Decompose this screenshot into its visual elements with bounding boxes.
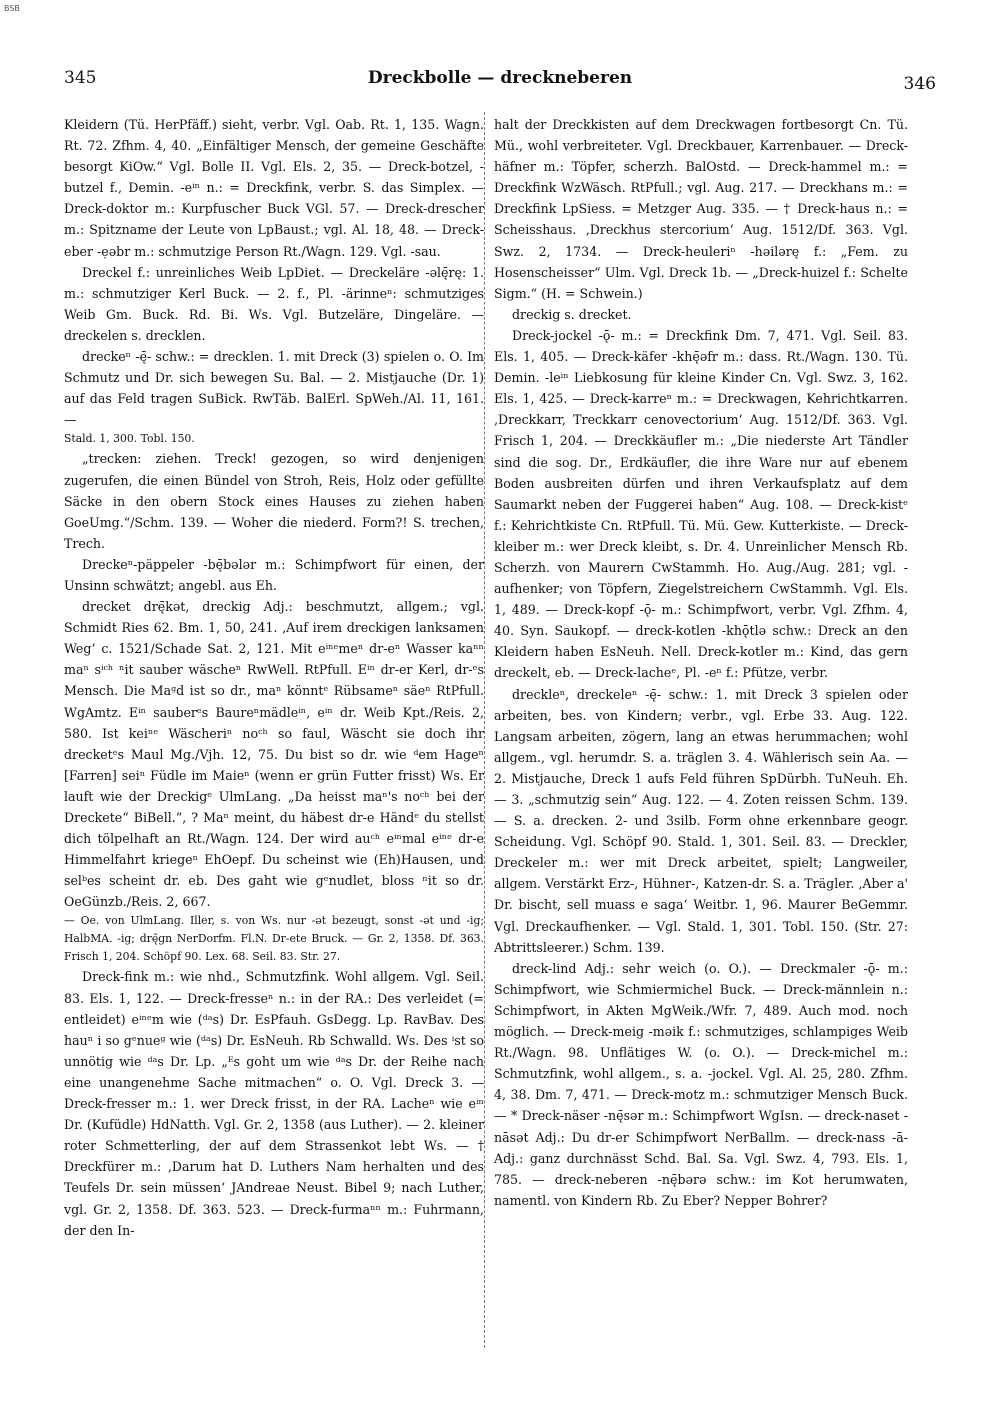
dictionary-entry: drecket drę̄kət, dreckig Adj.: beschmutzt, allgem.; vgl. Schmidt Ries 62. Bm. 1, 50, 241. ‚Auf irem dreckigen lanksamen Weg‘ c. 1521/Schade Sat. 2, 121. Mit eⁱⁿᵉmeⁿ dr-eⁿ Wasser kaⁿⁿ maⁿ sⁱᶜʰ ⁿit sauber wäscheⁿ RwWell. RtPfull. Eⁱⁿ dr-er Kerl, dr-ᵉs Mensch. Die Maᵍd ist so dr., maⁿ könntᵉ Rübsameⁿ säeⁿ RtPfull. WgAmtz. Eⁱⁿ sauberᵉs Baureⁿmädleⁱⁿ, eⁱⁿ dr. Weib Kpt./Reis. 2, 580. Ist keiⁿᵉ Wäscheriⁿ noᶜʰ so faul, Wäscht sie doch ihr drecketᵉs Maul Mg./Vjh. 12, 75. Du bist so dr. wie ᵈem Hageⁿ [Farren] seiⁿ Füdle im Maieⁿ (wenn er grün Futter frisst) Ws. Er lauft wie der Dreckigᵉ UlmLang. „Da heisst maⁿ's noᶜʰ bei der Dreckete“ BiBell.“, ? Maⁿ meint, du häbest dr-e Händᵉ du stellst dich tölpelhaft an Rt./Wagn. 124. Der wird auᶜʰ eⁱⁿmal eⁱⁿᵉ dr-e Himmelfahrt kriegeⁿ EhOepf. Du scheinst wie (Eh)Hausen, und selᵇes scheint dr. eb. Des gaht wie gᵉnudlet, bloss ⁿit so dr. OeGünzb./Reis. 2, 667. xyxy=(64,599,484,910)
dictionary-entry: Dreckel f.: unreinliches Weib LpDiet. — Dreckeläre -əlę̄rę: 1. m.: schmutziger Kerl Buck. — 2. f., Pl. -ärinneⁿ: schmutziges Weib Gm. Buck. Rd. Bi. Ws. Vgl. Butzeläre, Dingeläre. — dreckelen s. drecklen. xyxy=(64,264,484,343)
reference-note: Stald. 1, 300. Tobl. 150. xyxy=(64,432,195,446)
dictionary-entry: Dreck-fink m.: wie nhd., Schmutzfink. Wohl allgem. Vgl. Seil. 83. Els. 1, 122. — Dreck-fresseⁿ n.: in der RA.: Des verleidet (= entleidet) eⁱⁿᵉm wie (ᵈᵃs) Dr. EsPfauh. GsDegg. Lp. RavBav. Des hauⁿ i so gᵉnueᵍ wie (ᵈᵃs) Dr. EsNeuh. Rb Schwalld. Ws. Des ⁱst so unnötig wie ᵈᵃs Dr. Lp. „ᴱs goht um wie ᵈᵃs Dr. der Reihe nach eine unangenehme Sache mitmachen“ o. O. Vgl. Dreck 3. — Dreck-fresser m.: 1. wer Dreck frisst, in der RA. Lacheⁿ wie eⁱⁿ Dr. (Kufüdle) HdNatth. Vgl. Gr. 2, 1358 (aus Luther). — 2. kleiner roter Schmetterling, der auf dem Strassenkot lebt Ws. — † Dreckfürer m.: ‚Darum hat D. Luthers Nam herhalten und des Teufels Dr. sein müssen‘ JAndreae Neust. Bibel 9; nach Luther, vgl. Gr. 2, 1358. Df. 363. 523. — Dreck-furmaⁿⁿ m.: Fuhrmann, der den In- xyxy=(64,969,484,1238)
dictionary-entry: Dreck-jockel -ǭ- m.: = Dreckfink Dm. 7, 471. Vgl. Seil. 83. Els. 1, 405. — Dreck-käfer -khę̄əfr m.: dass. Rt./Wagn. 130. Tü. Demin. -leⁱⁿ Liebkosung für kleine Kinder Cn. Vgl. Swz. 3, 162. Els. 1, 425. — Dreck-karreⁿ m.: = Dreckwagen, Kehrichtkarren. ‚Dreckkarr, Treckkarr cenovectorium‘ Aug. 1512/Df. 363. Vgl. Frisch 1, 204. — Dreckkäufler m.: „Die niederste Art Tändler sind die sog. Dr., Erdkäufler, die ihre Ware nur auf ebenem Boden ausbreiten dürfen und ihren Verkaufsplatz auf dem Saumarkt neben der Fuggerei haben“ Aug. 108. — Dreck-kistᵉ f.: Kehrichtkiste Cn. RtPfull. Tü. Mü. Gew. Kutterkiste. — Dreck-kleiber m.: wer Dreck kleibt, s. Dr. 4. Unreinlicher Mensch Rb. Scherzh. von Maurern CwStammh. Ho. Aug./Aug. 281; vgl. -aufhenker; von Töpfern, Ziegelstreichern CwStammh. Vgl. Els. 1, 489. — Dreck-kopf -ǭ- m.: Schimpfwort, verbr. Vgl. Zfhm. 4, 40. Syn. Saukopf. — dreck-kotlen -khǭtlə schw.: Dreck an den Kleidern haben EsNeuh. Nell. Dreck-kotler m.: Kind, das gern dreckelt, eb. — Dreck-lacheᵉ, Pl. -eⁿ f.: Pfütze, verbr. xyxy=(494,327,908,681)
right-column xyxy=(494,114,908,1211)
running-title: Dreckbolle — dreckneberen xyxy=(367,68,633,88)
page-number-left: 345 xyxy=(64,68,97,88)
dictionary-entry: halt der Dreckkisten auf dem Dreckwagen fortbesorgt Cn. Tü. Mü., wohl verbreiteter. Vgl. Dreckbauer, Karrenbauer. — Dreck-häfner m.: Töpfer, scherzh. BalOstd. — Dreck-hammel m.: = Dreckfink WzWäsch. RtPfull.; vgl. Aug. 217. — Dreckhans m.: = Dreckfink LpSiess. = Metzger Aug. 335. — † Dreck-haus n.: = Scheisshaus. ‚Dreckhus stercorium‘ Aug. 1512/Df. 363. Vgl. Swz. 2, 1734. — Dreck-heuleriⁿ -həilərę f.: „Fem. zu Hosenscheisser“ Ulm. Vgl. Dreck 1b. — „Dreck-huizel f.: Schelte Sigm.“ (H. = Schwein.) xyxy=(494,117,908,301)
dictionary-entry: Kleidern (Tü. HerPfäff.) sieht, verbr. Vgl. Oab. Rt. 1, 135. Wagn. Rt. 72. Zfhm. 4, 40. „Einfältiger Mensch, der gemeine Geschäfte besorgt KiOw.“ Vgl. Bolle II. Vgl. Els. 2, 35. — Dreck-botzel, -butzel f., Demin. -eⁱⁿ n.: = Dreckfink, verbr. S. das Simplex. — Dreck-doktor m.: Kurpfuscher Buck VGl. 57. — Dreck-drescher m.: Spitzname der Leute von LpBaust.; vgl. Al. 18, 48. — Dreck-eber -ẹəbr m.: schmutzige Person Rt./Wagn. 129. Vgl. -sau. xyxy=(64,117,484,259)
page-number-right: 346 xyxy=(903,74,936,94)
library-stamp: BSB xyxy=(4,4,20,13)
dictionary-entry: dreckleⁿ, dreckeleⁿ -ę̄- schw.: 1. mit Dreck 3 spielen oder arbeiten, bes. von Kindern; verbr., vgl. Erbe 33. Aug. 122. Langsam arbeiten, zögern, lang an etwas herummachen; wohl allgem., vgl. herumdr. S. a. träglen 3. 4. Wählerisch sein Aa. — 2. Mistjauche, Dreck 1 aufs Feld führen SpDürbh. TuNeuh. Eh. — 3. „schmutzig sein“ Aug. 122. — 4. Zoten reissen Schm. 139. — S. a. drecken. 2- und 3silb. Form ohne erkennbare geogr. Scheidung. Vgl. Schöpf 90. Stald. 1, 301. Seil. 83. — Dreckler, Dreckeler m.: wer mit Dreck arbeitet, spielt; Langweiler, allgem. Verstärkt Erz-, Hühner-, Katzen-dr. S. a. Trägler. ‚Aber a' Dr. bischt, sell muass e saga‘ Weitbr. 1, 96. Maurer BeGemmr. Vgl. Dreckaufhenker. — Vgl. Stald. 1, 301. Tobl. 150. (Str. 27: Abtrittsleerer.) Schm. 139. xyxy=(494,686,908,955)
dictionary-entry: „trecken: ziehen. Treck! gezogen, so wird denjenigen zugerufen, die einen Bündel von Stroh, Reis, Holz oder gefüllte Säcke in den obern Stock eines Hauses zu ziehen haben GoeUmg.“/Schm. 139. — Woher die niederd. Form?! S. trechen, Trech. xyxy=(64,451,484,551)
page-header xyxy=(64,68,936,92)
dictionary-entry: Dreckeⁿ-päppeler -bę̄bələr m.: Schimpfwort für einen, der Unsinn schwätzt; angebl. aus Eh. xyxy=(64,556,484,593)
dictionary-entry: dreckig s. drecket. xyxy=(512,306,632,322)
dictionary-entry: dreck-lind Adj.: sehr weich (o. O.). — Dreckmaler -ǭ- m.: Schimpfwort, wie Schmiermichel Buck. — Dreck-männlein n.: Schimpfwort, in Akten MgWeik./Wfr. 7, 489. Auch mod. noch möglich. — Dreck-meig -məik f.: schmutziges, schlampiges Weib Rt./Wagn. 98. Unflätiges W. (o. O.). — Dreck-michel m.: Schmutzfink, wohl allgem., s. a. -jockel. Vgl. Al. 25, 280. Zfhm. 4, 38. Dm. 7, 471. — Dreck-motz m.: schmutziger Mensch Buck. — * Dreck-näser -nę̄sər m.: Schimpfwort WgIsn. — dreck-naset -nāsət Adj.: Du dr-er Schimpfwort NerBallm. — dreck-nass -ā- Adj.: ganz durchnässt Schd. Bal. Sa. Vgl. Swz. 4, 793. Els. 1, 785. — dreck-neberen -nę̄bərə schw.: im Kot herumwaten, namentl. von Kindern Rb. Zu Eber? Nepper Bohrer? xyxy=(494,960,908,1208)
reference-note: — Oe. von UlmLang. Iller, s. von Ws. nur -ət bezeugt, sonst -ət und -ig; HalbMA. -ig; drę̄gn NerDorfm. Fl.N. Dr-ete Bruck. — Gr. 2, 1358. Df. 363. Frisch 1, 204. Schöpf 90. Lex. 68. Seil. 83. Str. 27. xyxy=(64,914,484,964)
column-divider xyxy=(484,112,485,1348)
dictionary-entry: dreckeⁿ -ę̄- schw.: = drecklen. 1. mit Dreck (3) spielen o. O. Im Schmutz und Dr. sich bewegen Su. Bal. — 2. Mistjauche (Dr. 1) auf das Feld tragen SuBick. RwTäb. BalErl. SpWeh./Al. 11, 161. — xyxy=(64,349,484,428)
left-column xyxy=(64,114,484,1241)
